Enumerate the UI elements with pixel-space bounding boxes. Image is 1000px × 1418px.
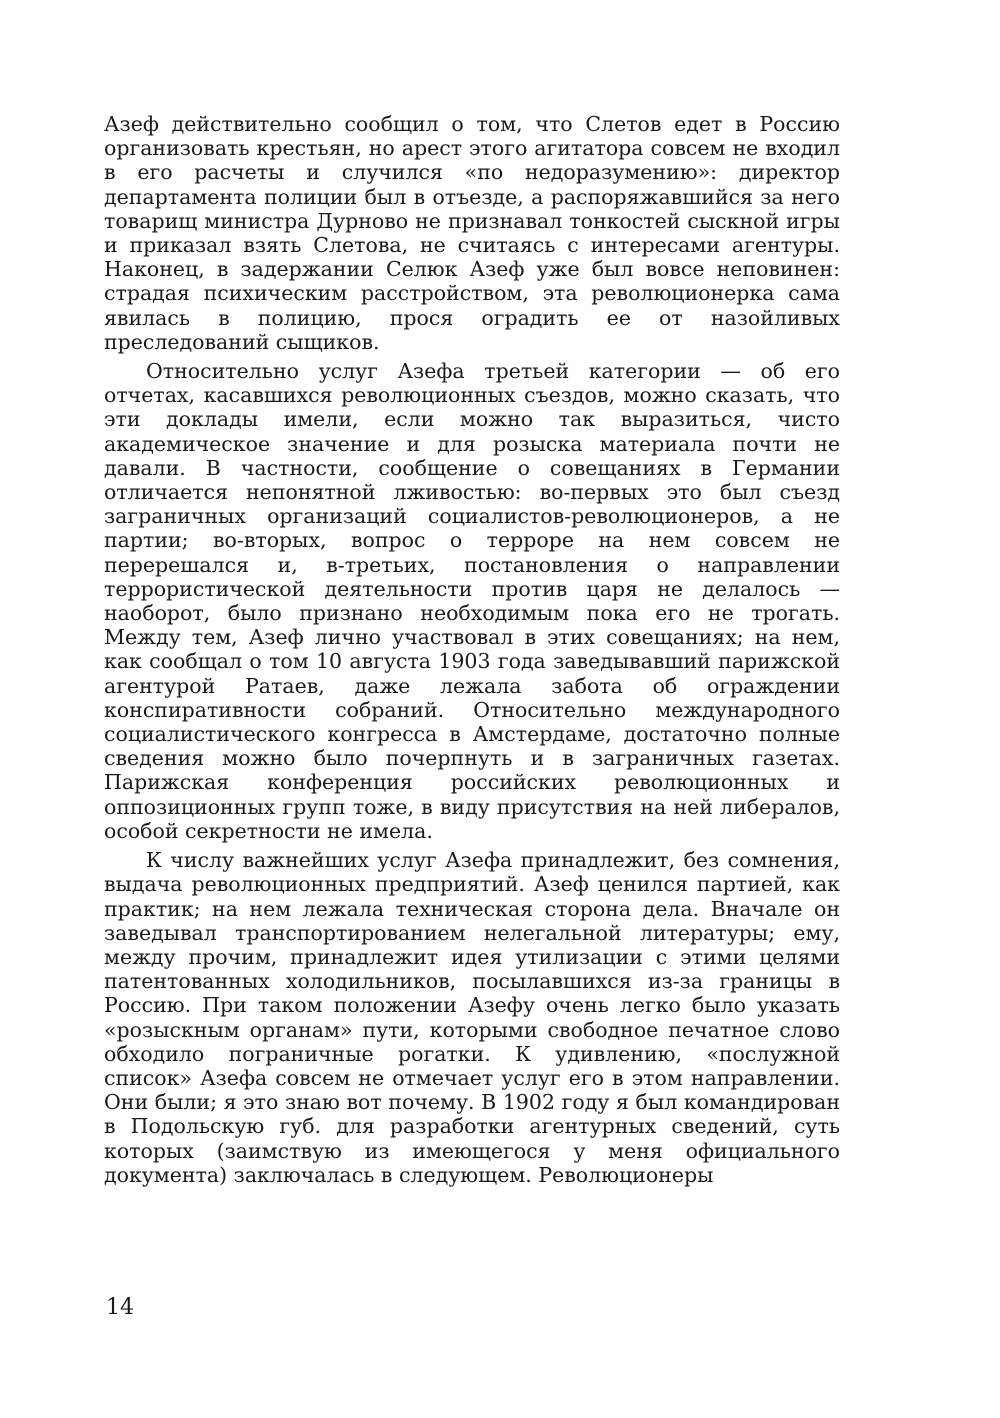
paragraph-3: К числу важнейших услуг Азефа принадлежит, без сомнения, выдача революционных предприятий. Азеф ценился партией, как практик; на нем лежала техническая сторона дела. Вначале он заведывал транспортированием нелегальной литературы; ему, между прочим, принадлежит идея утилизации с этими целями патентованных холодильников, посылавшихся из-за границы в Россию. При таком положении Азефу очень легко было указать «розыскным органам» пути, которыми свободное печатное слово обходило пограничные рогатки. К удивлению, «послужной список» Азефа совсем не отмечает услуг его в этом направлении. Они были; я это знаю вот почему. В 1902 году я был командирован в Подольскую губ. для разработки агентурных сведений, суть которых (заимствую из имеющегося у меня официального документа) заключалась в следующем. Революционеры [104,848,840,1187]
paragraph-2: Относительно услуг Азефа третьей категории — об его отчетах, касавшихся революционных съездов, можно сказать, что эти доклады имели, если можно так выразиться, чисто академическое значение и для розыска материала почти не давали. В частности, сообщение о совещаниях в Германии отличается непонятной лживостью: во-первых это был съезд заграничных организаций социалистов-революционеров, а не партии; во-вторых, вопрос о терроре на нем совсем не перерешался и, в-третьих, постановления о направлении террористической деятельности против царя не делалось — наоборот, было признано необходимым пока его не трогать. Между тем, Азеф лично участвовал в этих совещаниях; на нем, как сообщал о том 10 августа 1903 года заведывавший парижской агентурой Ратаев, даже лежала забота об ограждении конспиративности собраний. Относительно международного социалистического конгресса в Амстердаме, достаточно полные сведения можно было почерпнуть и в заграничных газетах. Парижская конференция российских революционных и оппозиционных групп тоже, в виду присутствия на ней либералов, особой секретности не имела. [104,359,840,843]
paragraph-1: Азеф действительно сообщил о том, что Слетов едет в Россию организовать крестьян, но арест этого агитатора совсем не входил в его расчеты и случился «по недоразумению»: директор департамента полиции был в отъезде, а распоряжавшийся за него товарищ министра Дурново не признавал тонкостей сыскной игры и приказал взять Слетова, не считаясь с интересами агентуры. Наконец, в задержании Селюк Азеф уже был вовсе неповинен: страдая психическим расстройством, эта революционерка сама явилась в полицию, прося оградить ее от назойливых преследований сыщиков. [104,112,840,354]
page-number: 14 [106,1295,134,1320]
body-text [104,112,840,1192]
